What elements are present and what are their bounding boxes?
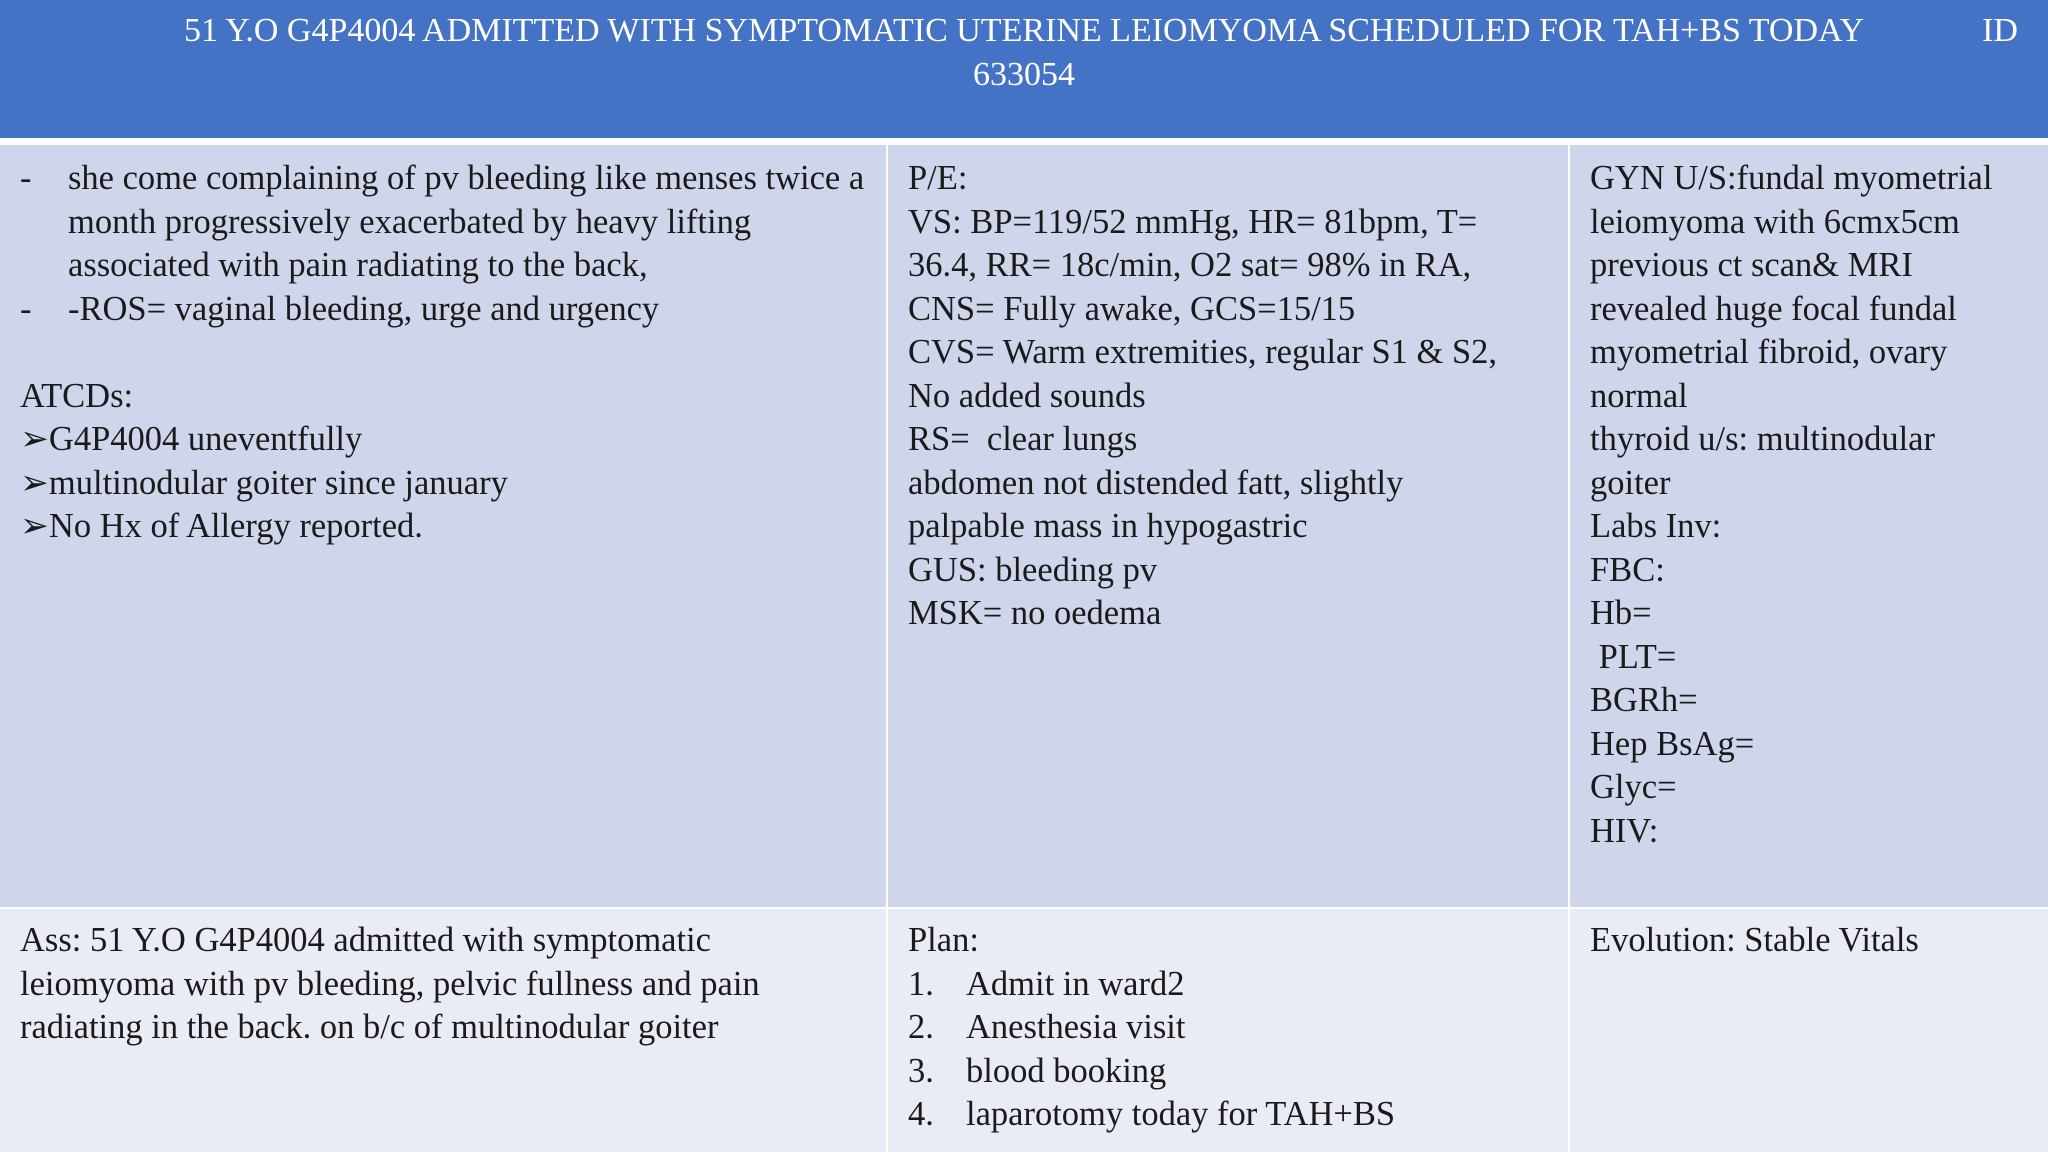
- atcds-item: [20, 418, 876, 462]
- history-bullet-text: she come complaining of pv bleeding like menses twice a month progressively exacerbated by heavy lifting associated with pain radiating to the back,: [68, 159, 865, 284]
- arrow-bullet-icon: ➢: [20, 463, 49, 502]
- atcds-item-text: G4P4004 uneventfully: [48, 420, 363, 458]
- history-bullet: [20, 288, 876, 332]
- page-title: [30, 9, 2018, 97]
- investigations-cell: [1570, 145, 2048, 907]
- exam-line: 36.4, RR= 18c/min, O2 sat= 98% in RA,: [908, 246, 1472, 284]
- assessment-line: leiomyoma with pv bleeding, pelvic fullness and pain: [20, 964, 760, 1003]
- plan-item: [908, 1006, 1558, 1050]
- history-bullet-text: -ROS= vaginal bleeding, urge and urgency: [68, 289, 660, 328]
- exam-line: GUS: bleeding pv: [908, 550, 1158, 589]
- plan-item-number: 2.: [908, 1008, 934, 1046]
- plan-heading: Plan:: [908, 921, 979, 959]
- plan-cell: [888, 909, 1568, 1152]
- assessment-cell: [0, 909, 886, 1152]
- plan-item-text: Admit in ward2: [966, 964, 1185, 1003]
- investigation-line: PLT=: [1590, 637, 1677, 676]
- investigation-line: Glyc=: [1590, 768, 1677, 806]
- atcds-item-text: No Hx of Allergy reported.: [48, 507, 423, 545]
- investigation-line: leiomyoma with 6cmx5cm: [1590, 202, 1960, 241]
- investigation-line: FBC:: [1590, 550, 1665, 589]
- atcds-item: [20, 462, 876, 506]
- arrow-bullet-icon: ➢: [20, 420, 49, 458]
- investigation-line: Hb=: [1590, 594, 1652, 632]
- assessment-line: Ass: 51 Y.O G4P4004 admitted with symptomatic: [20, 921, 711, 959]
- plan-item: [908, 1093, 1558, 1137]
- exam-line: palpable mass in hypogastric: [908, 507, 1308, 545]
- exam-line: No added sounds: [908, 376, 1146, 415]
- atcds-item: [20, 505, 876, 549]
- investigation-line: goiter: [1590, 463, 1671, 502]
- exam-line: RS= clear lungs: [908, 420, 1138, 458]
- exam-line: CNS= Fully awake, GCS=15/15: [908, 289, 1356, 328]
- investigation-line: BGRh=: [1590, 681, 1698, 719]
- investigation-line: thyroid u/s: multinodular: [1590, 420, 1935, 458]
- title-line-2: 633054: [973, 56, 1075, 93]
- plan-item-number: 3.: [908, 1051, 934, 1090]
- id-label: ID: [1982, 12, 2018, 49]
- exam-line: VS: BP=119/52 mmHg, HR= 81bpm, T=: [908, 202, 1478, 241]
- plan-item: [908, 963, 1558, 1007]
- investigation-line: previous ct scan& MRI: [1590, 246, 1913, 284]
- spacer: [20, 331, 876, 375]
- investigation-line: HIV:: [1590, 811, 1659, 850]
- arrow-bullet-icon: ➢: [20, 507, 49, 545]
- evolution-cell: [1570, 909, 2048, 1152]
- header-bar: [0, 0, 2048, 142]
- plan-item-text: blood booking: [966, 1051, 1167, 1090]
- exam-line: CVS= Warm extremities, regular S1 & S2,: [908, 333, 1498, 371]
- plan-item: [908, 1050, 1558, 1094]
- investigation-line: GYN U/S:fundal myometrial: [1590, 159, 1993, 197]
- atcds-item-text: multinodular goiter since january: [48, 463, 508, 502]
- evolution-text: Evolution: Stable Vitals: [1590, 921, 1919, 959]
- exam-line: abdomen not distended fatt, slightly: [908, 463, 1404, 502]
- dash-marker: -: [20, 159, 32, 197]
- assessment-line: radiating in the back. on b/c of multinodular goiter: [20, 1008, 719, 1046]
- history-cell: [0, 145, 886, 907]
- atcds-heading: ATCDs:: [20, 376, 134, 415]
- exam-line: P/E:: [908, 159, 968, 197]
- plan-item-text: laparotomy today for TAH+BS: [966, 1095, 1396, 1133]
- investigation-line: normal: [1590, 376, 1688, 415]
- plan-item-number: 4.: [908, 1095, 934, 1133]
- plan-item-number: 1.: [908, 964, 934, 1003]
- investigation-line: myometrial fibroid, ovary: [1590, 333, 1948, 371]
- investigation-line: Labs Inv:: [1590, 507, 1722, 545]
- plan-item-text: Anesthesia visit: [966, 1008, 1186, 1046]
- dash-marker: -: [20, 289, 32, 328]
- exam-cell: [888, 145, 1568, 907]
- exam-line: MSK= no oedema: [908, 594, 1162, 632]
- title-line-1: 51 Y.O G4P4004 ADMITTED WITH SYMPTOMATIC UTERINE LEIOMYOMA SCHEDULED FOR TAH+BS TODAY: [183, 12, 1865, 49]
- investigation-line: revealed huge focal fundal: [1590, 289, 1957, 328]
- history-bullet: [20, 157, 876, 288]
- investigation-line: Hep BsAg=: [1590, 724, 1755, 763]
